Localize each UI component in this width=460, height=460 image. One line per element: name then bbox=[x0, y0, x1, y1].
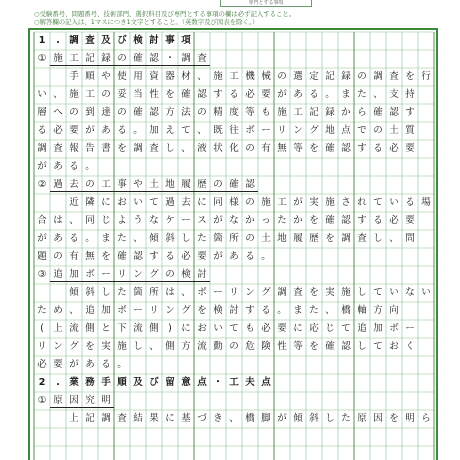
answer-line: ① 施 工 記 録 の 確 認 ・ 調 査 bbox=[34, 50, 434, 68]
answer-line: ③ 追 加 ボ ー リ ン グ の 検 討 bbox=[34, 266, 434, 284]
subheading-underline bbox=[50, 407, 114, 408]
answer-line: い 、 施 工 の 妥 当 性 を 確 認 す る 必 要 が あ る 。 ま た 、 支 持 bbox=[37, 89, 415, 100]
answer-line: ① 原 因 究 明 bbox=[34, 392, 434, 410]
answer-line: 調 査 報 告 書 を 調 査 し 、 液 状 化 の 有 無 等 を 確 認 す る 必 要 bbox=[37, 143, 415, 154]
instruction-note-1: ○受験番号、問題番号、技術部門、選択科目及び専門とする事項の欄は必ず記入すること。 bbox=[34, 10, 296, 18]
answer-line: 合 は 、 同 じ よ う な ケ ー ス が な か っ た か を 確 認 す る 必 要 bbox=[37, 215, 415, 226]
specialty-label-box: 専門とする事項 bbox=[220, 0, 312, 7]
answer-line: ( 上 流 側 と 下 流 側 ) に お い て も 必 要 に 応 じ て 追 加 ボ ー bbox=[40, 323, 415, 334]
section-heading: 2 . 業 務 手 順 及 び 留 意 点 ・ 工 夫 点 bbox=[38, 377, 271, 388]
instruction-note-2: ○解答欄の記入は、1マスにつき1文字とすること。（英数字及び図表を除く。） bbox=[34, 18, 259, 26]
answer-line: 層 へ の 到 達 の 確 認 方 法 の 精 度 等 も 施 工 記 録 か ら 確 認 す bbox=[37, 107, 415, 118]
answer-line: る 必 要 が あ る 。 加 え て 、 既 往 ボ ー リ ン グ 地 点 で の 土 質 bbox=[37, 125, 415, 136]
answer-line: た め 、 追 加 ボ ー リ ン グ を 検 討 す る 。 ま た 、 橋 軸 方 向 bbox=[37, 305, 399, 316]
subheading-underline bbox=[50, 191, 258, 192]
answer-sheet bbox=[28, 28, 438, 460]
answer-line: ② 過 去 の 工 事 や 土 地 履 歴 の 確 認 bbox=[34, 176, 434, 194]
answer-line: リ ン グ を 実 施 し 、 側 方 流 動 の 危 険 性 等 を 確 認 し て お く bbox=[37, 341, 415, 352]
subheading-underline bbox=[50, 65, 210, 66]
section-heading: 1 . 調 査 及 び 検 討 事 項 bbox=[38, 35, 191, 46]
answer-line: が あ る 。 ま た 、 傾 斜 し た 箇 所 の 土 地 履 歴 を 調 査 し 、 問 bbox=[37, 233, 415, 244]
answer-line: 必 要 が あ る 。 bbox=[37, 359, 127, 370]
answer-line: 傾 斜 し た 箇 所 は 、 ボ ー リ ン グ 調 査 を 実 施 し て い な い bbox=[69, 287, 431, 298]
answer-line: 題 の 有 無 を 確 認 す る 必 要 が あ る 。 bbox=[37, 251, 271, 262]
answer-line: 近 隣 に お い て 過 去 に 同 様 の 施 工 が 実 施 さ れ て い る 場 bbox=[69, 197, 431, 208]
answer-line: 手 順 や 使 用 資 器 材 、 施 工 機 械 の 選 定 記 録 の 調 査 を 行 bbox=[69, 71, 431, 82]
answer-line: 上 記 調 査 結 果 に 基 づ き 、 橋 脚 が 傾 斜 し た 原 因 を 明 ら bbox=[69, 413, 431, 424]
answer-line: が あ る 。 bbox=[37, 161, 95, 172]
subheading-underline bbox=[50, 281, 210, 282]
